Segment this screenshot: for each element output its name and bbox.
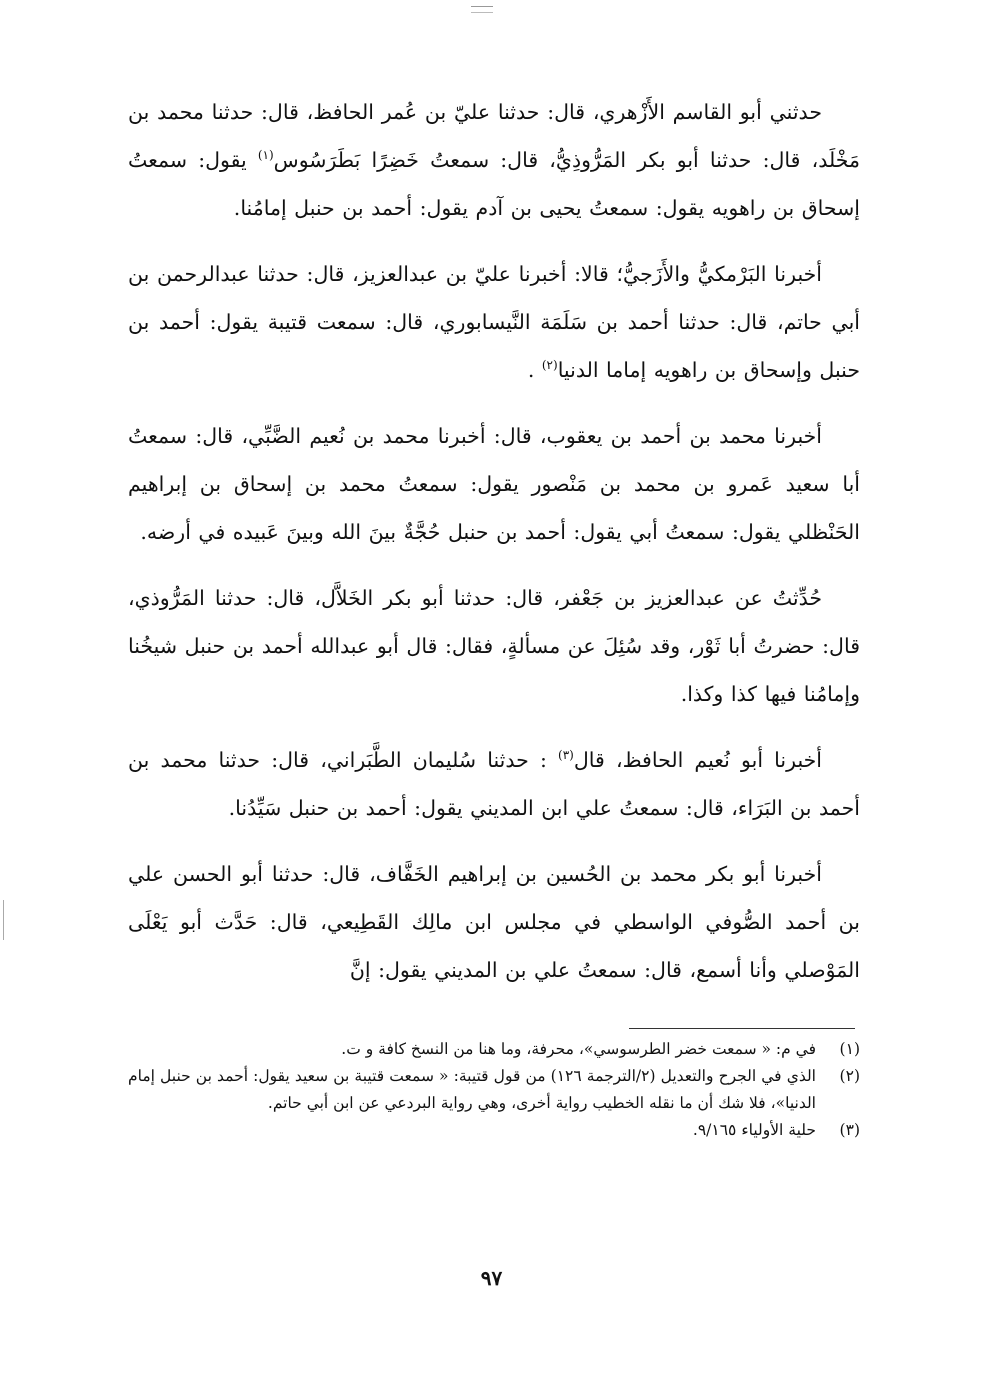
footnote-ref-1: (١) [257, 148, 274, 163]
footnote-number: (٢) [839, 1067, 860, 1085]
paragraph-2 [128, 250, 860, 394]
paragraph-3 [128, 412, 860, 556]
footnote-ref-2: (٢) [541, 358, 558, 373]
footnote-text: حلية الأولياء ٩/١٦٥. [692, 1121, 816, 1139]
footnote-2 [128, 1063, 860, 1117]
footnote-1 [128, 1036, 860, 1063]
main-text [128, 88, 860, 1012]
scan-mark [471, 6, 493, 7]
paragraph-text: حُدِّثتُ عن عبدالعزيز بن جَعْفر، قال: حدثنا أبو بكر الخَلاَّل، قال: حدثنا المَرُّوذي، قال: حضرتُ أبا ثَوْر، وقد سُئِلَ عن مسألةٍ، فقال: قال أبو عبدالله أحمد بن حنبل شيخُنا وإمامُنا فيها كذا وكذا. [128, 586, 860, 706]
footnote-separator [629, 1028, 855, 1029]
paragraph-4 [128, 574, 860, 718]
paragraph-text: أخبرنا محمد بن أحمد بن يعقوب، قال: أخبرنا محمد بن نُعيم الضَّبِّي، قال: سمعتُ أبا سعيد عَمرو بن محمد بن مَنْصور يقول: سمعتُ محمد بن إسحاق بن إبراهيم الحَنْظلي يقول: سمعتُ أبي يقول: أحمد بن حنبل حُجَّةٌ بينَ الله وبينَ عَبيده في أرضه. [128, 424, 860, 544]
paragraph-text: : حدثنا سُليمان الطَّبَراني، قال: حدثنا محمد بن أحمد بن البَرَاء، قال: سمعتُ علي ابن المديني يقول: أحمد بن حنبل سَيِّدُنا. [128, 748, 860, 820]
footnote-3 [128, 1117, 860, 1144]
footnotes [128, 1036, 860, 1144]
paragraph-6 [128, 850, 860, 994]
paragraph-text: . [527, 358, 542, 382]
paragraph-text: أخبرنا أبو نُعيم الحافظ، قال [573, 748, 822, 772]
paragraph-text: حدثني أبو القاسم الأَزْهري، قال: حدثنا عليّ بن عُمر الحافظ، قال: حدثنا محمد بن مَخْلَد، قال: حدثنا أبو بكر المَرُّوذِيُّ، قال: سمعتُ خَضِرًا بَطَرَسُوس [128, 100, 860, 172]
paragraph-text: أخبرنا البَرْمكيُّ والأَزَجيُّ؛ قالا: أخبرنا عليّ بن عبدالعزيز، قال: حدثنا عبدالرحمن بن أبي حاتم، قال: حدثنا أحمد بن سَلَمَة النَّيسابوري، قال: سمعت قتيبة يقول: أحمد بن حنبل وإسحاق بن راهويه إماما الدنيا [128, 262, 860, 382]
paragraph-text: يقول: سمعتُ إسحاق بن راهويه يقول: سمعتُ يحيى بن آدم يقول: أحمد بن حنبل إمامُنا. [128, 148, 860, 220]
footnote-number: (١) [839, 1040, 860, 1058]
footnote-text: في م: « سمعت خضر الطرسوسي»، محرفة، وما هنا من النسخ كافة و ت. [341, 1040, 816, 1058]
footnote-text: الذي في الجرح والتعديل (٢/الترجمة ١٢٦) من قول قتيبة: « سمعت قتيبة بن سعيد يقول: أحمد بن حنبل إمام الدنيا»، فلا شك أن ما نقله الخطيب رواية أخرى، وهي رواية البردعي عن ابن أبي حاتم. [128, 1067, 816, 1112]
paragraph-text: أخبرنا أبو بكر محمد بن الحُسين بن إبراهيم الخَفَّاف، قال: حدثنا أبو الحسن علي بن أحمد الصُّوفي الواسطي في مجلس ابن مالِك القَطِيعي، قال: حَدَّث أبو يَعْلَى المَوْصلي وأنا أسمع، قال: سمعتُ علي بن المديني يقول: إنَّ [128, 862, 860, 982]
footnote-number: (٣) [839, 1121, 860, 1139]
scan-mark [471, 12, 493, 13]
paragraph-1 [128, 88, 860, 232]
footnote-ref-3: (٣) [558, 748, 574, 763]
scan-edge-mark [3, 900, 4, 940]
page-number: ٩٧ [480, 1266, 503, 1290]
paragraph-5 [128, 736, 860, 832]
